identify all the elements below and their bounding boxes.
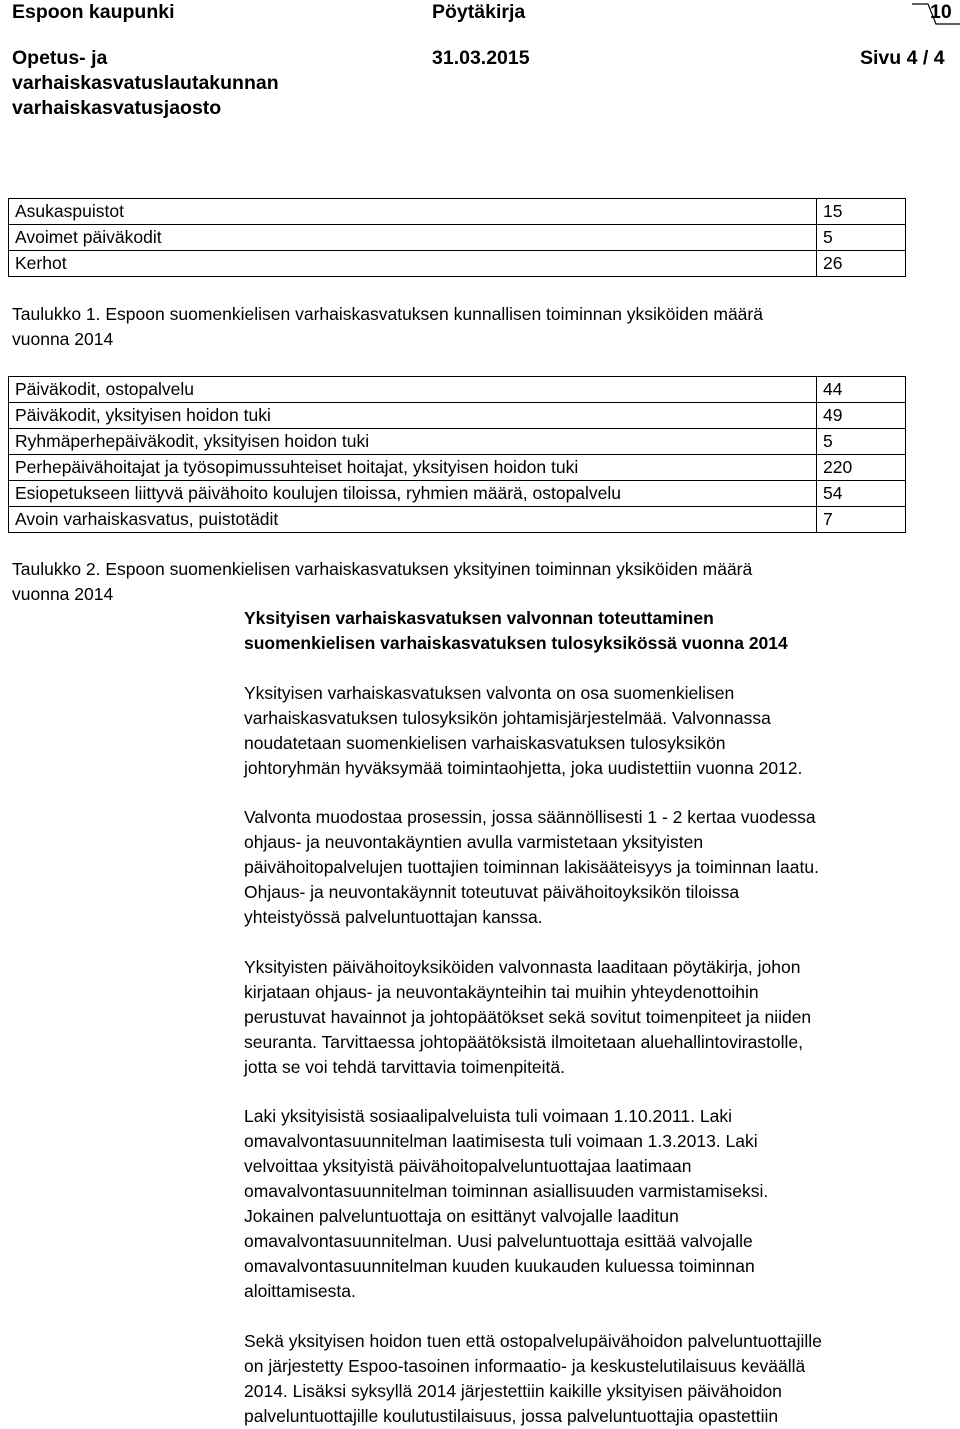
caption-line: vuonna 2014	[12, 584, 114, 604]
table2-caption	[12, 557, 952, 607]
paragraph-line: kirjataan ohjaus- ja neuvontakäynteihin tai muihin yhteydenottoihin	[244, 982, 759, 1002]
paragraph-line: 2014. Lisäksi syksyllä 2014 järjestettiin kaikille yksityisen päivähoidon	[244, 1381, 782, 1401]
caption-line: vuonna 2014	[12, 329, 114, 349]
paragraph-line: varhaiskasvatuksen tulosyksikön johtamisjärjestelmää. Valvonnassa	[244, 708, 771, 728]
paragraph-line: perustuvat havainnot ja johtopäätökset sekä sovitut toimenpiteet ja niiden	[244, 1007, 812, 1027]
table-row	[9, 199, 906, 225]
paragraph	[244, 955, 811, 1080]
paragraph	[244, 1329, 822, 1429]
page-indicator: Sivu 4 / 4	[860, 47, 945, 69]
paragraph-line: yhteistyössä palveluntuottajan kanssa.	[244, 907, 543, 927]
table-cell-value: 44	[817, 377, 906, 403]
paragraph-line: velvoittaa yksityistä päivähoitopalveluntuottajaa laatimaan	[244, 1156, 692, 1176]
paragraph-line: omavalvontasuunnitelman. Uusi palveluntuottaja esittää valvojalle	[244, 1231, 753, 1251]
paragraph-line: omavalvontasuunnitelman laatimisesta tuli voimaan 1.3.2013. Laki	[244, 1131, 758, 1151]
board-name	[12, 46, 279, 121]
paragraph-line: Jokainen palveluntuottaja on esittänyt valvojalle laaditun	[244, 1206, 679, 1226]
units-table-private	[8, 376, 906, 533]
paragraph-line: palveluntuottajille koulutustilaisuus, jossa palveluntuottajia opastettiin	[244, 1406, 779, 1426]
table-cell-label: Avoimet päiväkodit	[9, 225, 817, 251]
table-row	[9, 403, 906, 429]
paragraph-line: on järjestetty Espoo-tasoinen informaatio- ja keskustelutilaisuus keväällä	[244, 1356, 806, 1376]
table-cell-value: 7	[817, 507, 906, 533]
table-cell-label: Päiväkodit, yksityisen hoidon tuki	[9, 403, 817, 429]
table-row	[9, 507, 906, 533]
table-cell-label: Esiopetukseen liittyvä päivähoito koulujen tiloissa, ryhmien määrä, ostopalvelu	[9, 481, 817, 507]
table-cell-label: Ryhmäperhepäiväkodit, yksityisen hoidon tuki	[9, 429, 817, 455]
heading-line: Yksityisen varhaiskasvatuksen valvonnan toteuttaminen	[244, 608, 714, 628]
table-cell-label: Kerhot	[9, 251, 817, 277]
table-cell-value: 5	[817, 225, 906, 251]
table-cell-value: 15	[817, 199, 906, 225]
table-cell-value: 49	[817, 403, 906, 429]
table-cell-label: Päiväkodit, ostopalvelu	[9, 377, 817, 403]
table-cell-value: 220	[817, 455, 906, 481]
table-cell-value: 54	[817, 481, 906, 507]
table-cell-label: Perhepäivähoitajat ja työsopimussuhteiset hoitajat, yksityisen hoidon tuki	[9, 455, 817, 481]
paragraph-line: jotta se voi tehdä tarvittavia toimenpiteitä.	[244, 1057, 566, 1077]
table1-caption	[12, 302, 952, 352]
table-row	[9, 251, 906, 277]
table-cell-value: 5	[817, 429, 906, 455]
paragraph-line: aloittamisesta.	[244, 1281, 356, 1301]
section-number: 10	[930, 1, 952, 23]
table-cell-label: Asukaspuistot	[9, 199, 817, 225]
paragraph-line: päivähoitopalvelujen tuottajien toiminnan lakisääteisyys ja toiminnan laatu.	[244, 857, 819, 877]
paragraph	[244, 681, 802, 781]
board-line: varhaiskasvatuslautakunnan	[12, 72, 279, 94]
section-heading	[244, 606, 788, 656]
board-line: varhaiskasvatusjaosto	[12, 97, 222, 119]
paragraph-line: Valvonta muodostaa prosessin, jossa säännöllisesti 1 - 2 kertaa vuodessa	[244, 807, 816, 827]
paragraph	[244, 805, 819, 930]
paragraph	[244, 1104, 768, 1304]
table-row	[9, 377, 906, 403]
units-table-municipal	[8, 198, 906, 277]
table-row	[9, 455, 906, 481]
paragraph-line: noudatetaan suomenkielisen varhaiskasvatuksen tulosyksikön	[244, 733, 726, 753]
document-type: Pöytäkirja	[432, 1, 526, 23]
board-line: Opetus- ja	[12, 47, 108, 69]
heading-line: suomenkielisen varhaiskasvatuksen tulosyksikössä vuonna 2014	[244, 633, 788, 653]
caption-line: Taulukko 2. Espoon suomenkielisen varhaiskasvatuksen yksityinen toiminnan yksiköiden määrä	[12, 559, 753, 579]
paragraph-line: seuranta. Tarvittaessa johtopäätöksistä ilmoitetaan aluehallintovirastolle,	[244, 1032, 804, 1052]
paragraph-line: Yksityisen varhaiskasvatuksen valvonta on osa suomenkielisen	[244, 683, 735, 703]
meeting-date: 31.03.2015	[432, 47, 530, 69]
organization-name: Espoon kaupunki	[12, 1, 175, 23]
paragraph-line: Ohjaus- ja neuvontakäynnit toteutuvat päivähoitoyksikön tiloissa	[244, 882, 740, 902]
paragraph-line: ohjaus- ja neuvontakäyntien avulla varmistetaan yksityisten	[244, 832, 704, 852]
paragraph-line: Sekä yksityisen hoidon tuen että ostopalvelupäivähoidon palveluntuottajille	[244, 1331, 822, 1351]
table-row	[9, 429, 906, 455]
table-cell-label: Avoin varhaiskasvatus, puistotädit	[9, 507, 817, 533]
paragraph-line: omavalvontasuunnitelman toiminnan asiallisuuden varmistamiseksi.	[244, 1181, 769, 1201]
table-cell-value: 26	[817, 251, 906, 277]
table-row	[9, 481, 906, 507]
table-row	[9, 225, 906, 251]
paragraph-line: omavalvontasuunnitelman kuuden kuukauden kuluessa toiminnan	[244, 1256, 755, 1276]
paragraph-line: Laki yksityisistä sosiaalipalveluista tuli voimaan 1.10.2011. Laki	[244, 1106, 732, 1126]
caption-line: Taulukko 1. Espoon suomenkielisen varhaiskasvatuksen kunnallisen toiminnan yksiköiden määrä	[12, 304, 763, 324]
paragraph-line: johtoryhmän hyväksymää toimintaohjetta, joka uudistettiin vuonna 2012.	[244, 758, 803, 778]
paragraph-line: Yksityisten päivähoitoyksiköiden valvonnasta laaditaan pöytäkirja, johon	[244, 957, 801, 977]
